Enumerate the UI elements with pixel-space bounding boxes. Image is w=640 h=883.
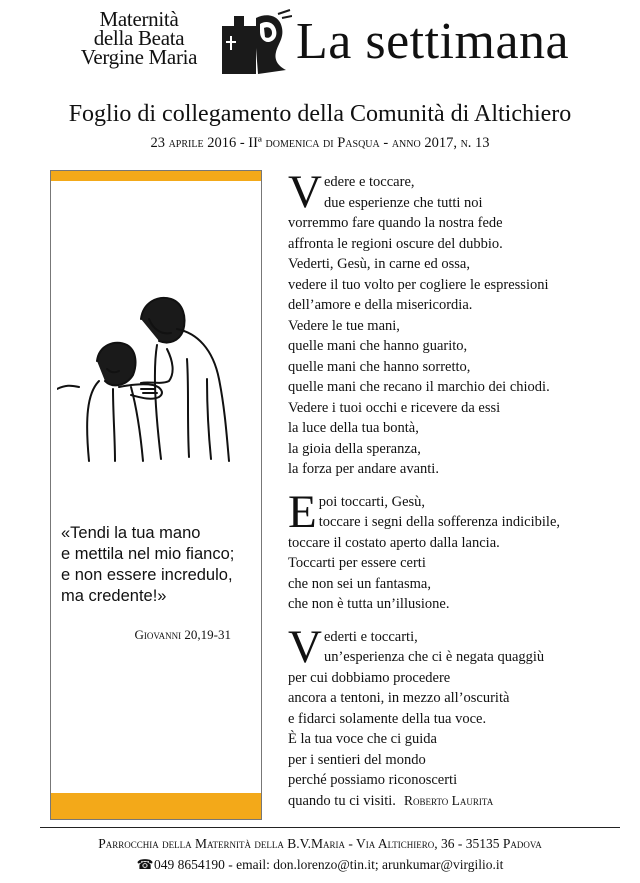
poem-line: ancora a tentoni, in mezzo all’oscurità <box>288 690 510 706</box>
poem-stanza <box>288 166 623 480</box>
poem-line: due esperienze che tutti noi <box>323 194 483 211</box>
drop-cap: V <box>288 166 322 218</box>
accent-bar-top <box>51 171 261 181</box>
parish-contacts <box>0 857 640 873</box>
poem-line: che non è tutta un’illusione. <box>288 596 450 612</box>
poem-line: Vederti, Gesù, in carne ed ossa, <box>288 256 470 272</box>
thomas-touching-jesus-illustration <box>57 289 255 464</box>
reflection-poem <box>288 166 623 811</box>
poem-line: edere e toccare, <box>323 174 415 190</box>
masthead-line: Vergine Maria <box>80 45 198 69</box>
poem-line: la forza per andare avanti. <box>288 461 439 477</box>
poem-line: Vedere i tuoi occhi e ricevere da essi <box>288 399 501 416</box>
poem-line: quelle mani che hanno sorretto, <box>288 358 471 375</box>
footer-divider <box>40 827 620 828</box>
poem-line: la gioia della speranza, <box>288 440 421 457</box>
quote-line: «Tendi la tua mano <box>61 524 201 542</box>
gospel-reference: Giovanni 20,19-31 <box>134 627 231 642</box>
poem-line: quelle mani che recano il marchio dei chiodi. <box>288 379 550 395</box>
poem-line: vorremmo fare quando la nostra fede <box>288 215 503 231</box>
poem-line: per cui dobbiamo procedere <box>288 669 451 686</box>
poem-line: È la tua voce che ci guida <box>288 731 437 747</box>
masthead-parish-name <box>60 7 218 69</box>
poem-line: toccare il costato aperto dalla lancia. <box>288 534 500 551</box>
poem-line: quelle mani che hanno guarito, <box>288 338 468 354</box>
accent-bar-bottom <box>51 793 261 819</box>
poem-line: toccare i segni della sofferenza indicibile, <box>318 514 561 530</box>
issue-dateline: 23 aprile 2016 - IIª domenica di Pasqua - anno 2017, n. 13 <box>150 135 490 151</box>
poem-line: un’esperienza che ci è negata quaggiù <box>323 649 545 665</box>
poem-line: e fidarci solamente della tua voce. <box>288 710 487 727</box>
poem-stanza <box>288 485 623 615</box>
gospel-quote-box <box>50 170 262 820</box>
quote-line: e mettila nel mio fianco; <box>61 545 235 563</box>
poem-line: perché possiamo riconoscerti <box>288 772 458 788</box>
poem-stanza <box>288 620 623 812</box>
poem-line: Toccarti per essere certi <box>288 555 426 571</box>
gospel-quote <box>61 523 257 607</box>
poem-line: poi toccarti, Gesù, <box>318 493 426 510</box>
parish-address: Parrocchia della Maternità della B.V.Maria - Via Altichiero, 36 - 35135 Padova <box>98 836 542 851</box>
drop-cap: E <box>288 485 317 538</box>
contact-details: 049 8654190 - email: don.lorenzo@tin.it; arunkumar@virgilio.it <box>154 857 504 872</box>
quote-line: e non essere incredulo, <box>61 566 233 584</box>
parish-logo-icon <box>220 8 292 76</box>
quote-line: ma credente!» <box>61 587 167 605</box>
poem-line: che non sei un fantasma, <box>288 575 431 592</box>
drop-cap: V <box>288 620 322 673</box>
poem-line: la luce della tua bontà, <box>288 420 419 436</box>
poem-line: Vedere le tue mani, <box>288 317 400 334</box>
poem-line: affronta le regioni oscure del dubbio. <box>288 235 503 252</box>
poem-author: Roberto Laurita <box>404 793 494 808</box>
poem-line: quando tu ci visiti. <box>288 792 396 809</box>
poem-line: vedere il tuo volto per cogliere le espressioni <box>288 276 549 293</box>
telephone-icon: ☎ <box>136 857 154 872</box>
masthead-line: Maternità <box>99 7 179 31</box>
poem-line: ederti e toccarti, <box>323 628 418 645</box>
newsletter-title: La settimana <box>296 13 570 70</box>
newsletter-subtitle: Foglio di collegamento della Comunità di Altichiero <box>68 101 572 127</box>
poem-line: dell’amore e della misericordia. <box>288 297 473 313</box>
poem-line: per i sentieri del mondo <box>288 751 426 768</box>
masthead-line: della Beata <box>93 26 185 50</box>
